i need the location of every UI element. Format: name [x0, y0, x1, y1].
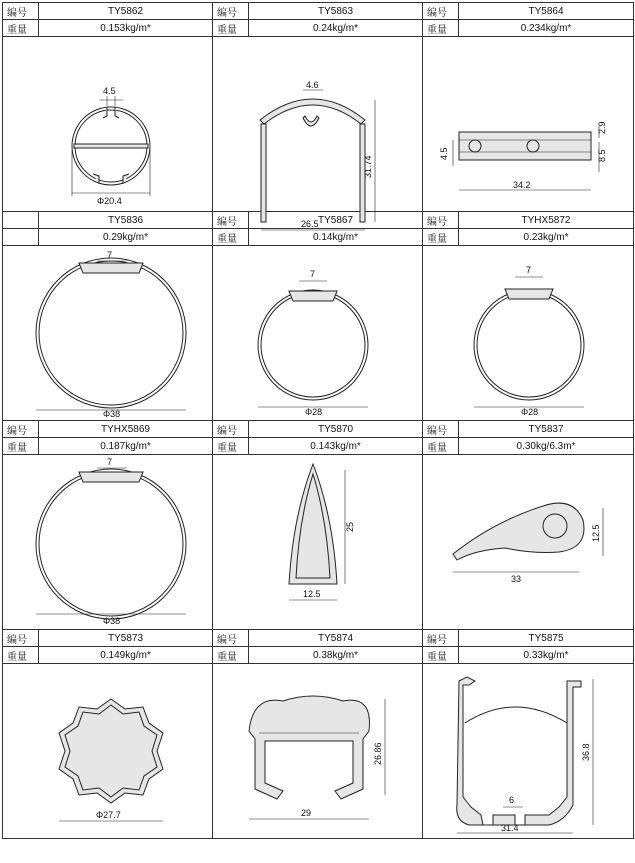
dimension-label: 2.9	[597, 121, 607, 134]
code-label: 编号	[423, 421, 459, 438]
dimension-label: 8.5	[597, 149, 607, 162]
profile-code: TY5864	[459, 3, 634, 20]
tube-outer	[36, 258, 186, 408]
profile-weight: 0.234kg/m*	[459, 20, 634, 37]
left-wall	[261, 124, 266, 222]
code-label: 编号	[3, 3, 39, 20]
dimension-label: 7	[526, 265, 532, 275]
center-web	[74, 144, 148, 148]
profile-weight: 0.153kg/m*	[39, 20, 213, 37]
profile-drawing-ty5874	[213, 665, 422, 837]
weight-label: 重量	[213, 647, 249, 664]
profile-drawing-cell	[213, 246, 423, 421]
profile-drawing-cell	[213, 664, 423, 839]
code-label: 编号	[213, 3, 249, 20]
profile-drawing-ty5870	[213, 456, 422, 628]
profile-drawing-ty5864	[423, 38, 633, 210]
profile-weight: 0.33kg/m*	[459, 647, 634, 664]
weight-label: 重量	[423, 438, 459, 455]
code-label: 编号	[423, 212, 459, 229]
profile-code: TYHX5872	[459, 212, 634, 229]
code-label: 编号	[213, 630, 249, 647]
rail-body	[459, 132, 591, 160]
dimension-label: Φ38	[103, 616, 121, 626]
profile-code: TY5875	[459, 630, 634, 647]
profile-code: TY5837	[459, 421, 634, 438]
profile-weight: 0.187kg/m*	[39, 438, 213, 455]
dimension-label: 7	[310, 269, 316, 279]
profile-drawing-cell	[213, 455, 423, 630]
profile-drawing-cell	[423, 664, 634, 839]
top-channel	[505, 289, 553, 299]
dimension-label: 36.8	[581, 743, 591, 761]
dimension-label: 4.5	[103, 86, 116, 96]
dimension-label: 7	[107, 250, 113, 260]
profile-weight: 0.23kg/m*	[459, 229, 634, 246]
profile-drawing-cell	[423, 455, 634, 630]
dimension-label: 34.2	[513, 180, 531, 190]
arched-top	[260, 99, 365, 124]
dimension-label: 7	[107, 457, 113, 467]
profile-weight: 0.143kg/m*	[249, 438, 423, 455]
weight-label: 重量	[423, 647, 459, 664]
profile-code: TY5873	[39, 630, 213, 647]
tube-outer	[474, 290, 584, 400]
weight-label-blank	[3, 229, 39, 246]
dimension-label: 4.6	[306, 80, 319, 90]
profile-weight: 0.30kg/6.3m*	[459, 438, 634, 455]
weight-label: 重量	[213, 438, 249, 455]
dimension-label: 4.5	[439, 147, 449, 160]
wedge-profile	[289, 464, 337, 584]
profile-weight: 0.149kg/m*	[39, 647, 213, 664]
dimension-label: 6	[509, 795, 515, 805]
top-channel	[289, 291, 337, 301]
profile-drawing-ty5862	[3, 38, 212, 210]
code-label: 编号	[423, 630, 459, 647]
profile-code: TYHX5869	[39, 421, 213, 438]
profile-weight: 0.24kg/m*	[249, 20, 423, 37]
tube-outer	[36, 469, 186, 619]
rail-profile	[457, 677, 581, 825]
arch-line	[465, 707, 567, 723]
profile-code: TY5874	[249, 630, 423, 647]
dimension-label: 12.5	[591, 524, 601, 542]
profile-drawing-cell	[3, 455, 213, 630]
profile-drawing-ty5836	[3, 247, 212, 419]
dimension-label: 26.5	[301, 219, 319, 229]
profile-drawing-ty5873	[3, 665, 212, 837]
code-label: 编号	[213, 421, 249, 438]
dimension-label: 31.4	[501, 823, 519, 833]
profile-drawing-ty5837	[423, 456, 633, 628]
center-hook	[303, 116, 319, 126]
tube-outer	[258, 290, 368, 400]
profile-code: TY5836	[39, 212, 213, 229]
weight-label: 重量	[213, 229, 249, 246]
weight-label: 重量	[3, 20, 39, 37]
code-label: 编号	[3, 421, 39, 438]
code-label-blank	[3, 212, 39, 229]
profile-code: TY5862	[39, 3, 213, 20]
profile-drawing-cell	[423, 37, 634, 212]
tube-inner	[39, 261, 183, 405]
profile-weight: 0.38kg/m*	[249, 647, 423, 664]
dimension-label: Φ38	[103, 409, 121, 419]
profile-drawing-cell	[3, 37, 213, 212]
profile-drawing-cell	[3, 664, 213, 839]
code-label: 编号	[3, 630, 39, 647]
profile-drawing-cell	[3, 246, 213, 421]
top-channel	[79, 263, 143, 273]
code-label: 编号	[213, 212, 249, 229]
code-label: 编号	[423, 3, 459, 20]
profile-code: TY5870	[249, 421, 423, 438]
weight-label: 重量	[3, 438, 39, 455]
dimension-label: 29	[301, 808, 312, 818]
dimension-label: 26.86	[373, 742, 383, 765]
profile-code: TY5867	[249, 212, 423, 229]
top-channel	[79, 472, 143, 482]
profile-drawing-tyhx5872	[423, 247, 633, 419]
profile-drawing-cell	[423, 246, 634, 421]
profile-weight: 0.14kg/m*	[249, 229, 423, 246]
profile-weight: 0.29kg/m*	[39, 229, 213, 246]
dimension-label: 31.74	[363, 155, 373, 178]
bulb-profile	[453, 503, 584, 560]
weight-label: 重量	[423, 20, 459, 37]
dimension-label: Φ27.7	[96, 810, 121, 820]
top-slot	[103, 107, 119, 118]
tube-inner	[261, 293, 365, 397]
weight-label: 重量	[423, 229, 459, 246]
dimension-label: 25	[345, 521, 355, 532]
scalloped-tube	[59, 699, 163, 803]
profile-drawing-ty5867	[213, 247, 422, 419]
dimension-label: Φ28	[521, 407, 539, 417]
profile-drawing-tyhx5869	[3, 456, 212, 628]
dimension-label: Φ28	[305, 407, 323, 417]
weight-label: 重量	[213, 20, 249, 37]
tube-inner	[39, 472, 183, 616]
profile-drawing-ty5875	[423, 665, 633, 837]
dimension-label: 12.5	[303, 589, 321, 599]
profile-code: TY5863	[249, 3, 423, 20]
rail-profile	[249, 696, 369, 799]
weight-label: 重量	[3, 647, 39, 664]
profile-table	[2, 2, 634, 839]
dimension-label: 33	[511, 574, 522, 584]
dimension-label: Φ20.4	[97, 196, 122, 206]
tube-inner	[477, 293, 581, 397]
